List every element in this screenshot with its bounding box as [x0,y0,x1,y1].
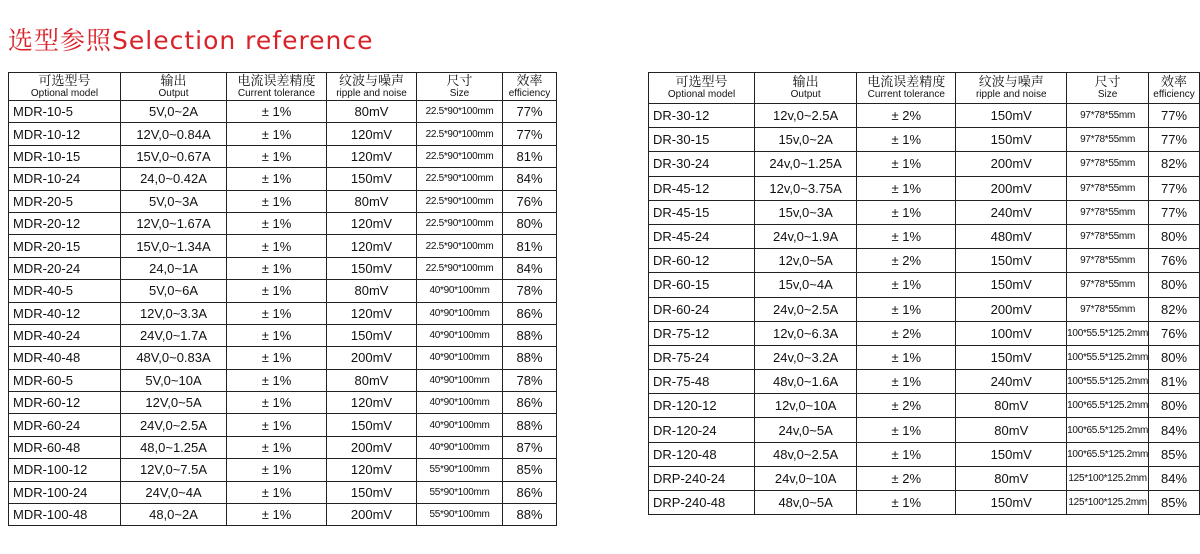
cell-ripple: 150mV [956,491,1067,515]
cell-output: 15v,0~3A [755,200,857,224]
cell-model: MDR-40-24 [9,324,121,346]
cell-tolerance: ± 1% [857,224,956,248]
cell-tolerance: ± 2% [857,321,956,345]
cell-size: 97*78*55mm [1067,128,1149,152]
cell-size: 100*65.5*125.2mm [1067,418,1149,442]
cell-output: 5V,0~6A [121,280,227,302]
cell-efficiency: 84% [1149,418,1200,442]
table-row [9,504,557,526]
table-header-row [9,73,557,101]
table-row [649,345,1200,369]
header-efficiency: 效率 efficiency [1149,73,1200,104]
cell-output: 48,0~2A [121,504,227,526]
table-row [9,481,557,503]
cell-output: 48V,0~0.83A [121,347,227,369]
cell-efficiency: 81% [1149,370,1200,394]
cell-size: 97*78*55mm [1067,224,1149,248]
table-row [9,257,557,279]
cell-tolerance: ± 1% [227,347,327,369]
cell-size: 22.5*90*100mm [417,190,503,212]
cell-size: 40*90*100mm [417,347,503,369]
cell-efficiency: 81% [503,235,557,257]
cell-ripple: 200mV [956,152,1067,176]
cell-output: 48,0~1.25A [121,436,227,458]
cell-ripple: 80mV [327,280,417,302]
cell-ripple: 80mV [956,418,1067,442]
cell-model: DR-120-12 [649,394,755,418]
cell-efficiency: 78% [503,369,557,391]
cell-ripple: 150mV [956,273,1067,297]
cell-output: 48v,0~2.5A [755,442,857,466]
cell-tolerance: ± 1% [227,436,327,458]
table-row [9,347,557,369]
cell-output: 5V,0~2A [121,101,227,123]
cell-output: 12v,0~5A [755,249,857,273]
cell-output: 12V,0~1.67A [121,212,227,234]
table-row [649,418,1200,442]
cell-output: 12V,0~5A [121,392,227,414]
table-row [649,176,1200,200]
cell-model: DR-75-48 [649,370,755,394]
cell-model: MDR-100-24 [9,481,121,503]
cell-ripple: 120mV [327,212,417,234]
cell-ripple: 120mV [327,392,417,414]
cell-ripple: 200mV [327,347,417,369]
cell-ripple: 150mV [327,168,417,190]
cell-ripple: 150mV [327,414,417,436]
cell-efficiency: 80% [1149,273,1200,297]
cell-tolerance: ± 1% [227,481,327,503]
cell-size: 97*78*55mm [1067,104,1149,128]
cell-tolerance: ± 1% [857,418,956,442]
cell-output: 24v,0~1.9A [755,224,857,248]
cell-size: 97*78*55mm [1067,249,1149,273]
header-size: 尺寸 Size [1067,73,1149,104]
cell-model: MDR-60-12 [9,392,121,414]
cell-model: MDR-10-24 [9,168,121,190]
cell-model: DRP-240-24 [649,466,755,490]
cell-output: 12v,0~6.3A [755,321,857,345]
cell-output: 24v,0~2.5A [755,297,857,321]
cell-size: 100*55.5*125.2mm [1067,370,1149,394]
cell-tolerance: ± 1% [227,145,327,167]
cell-ripple: 150mV [327,257,417,279]
cell-ripple: 480mV [956,224,1067,248]
cell-size: 40*90*100mm [417,280,503,302]
table-row [649,321,1200,345]
cell-size: 22.5*90*100mm [417,168,503,190]
cell-output: 24V,0~2.5A [121,414,227,436]
cell-output: 24v,0~5A [755,418,857,442]
cell-size: 100*55.5*125.2mm [1067,321,1149,345]
cell-ripple: 120mV [327,123,417,145]
cell-ripple: 240mV [956,370,1067,394]
cell-efficiency: 76% [1149,321,1200,345]
cell-tolerance: ± 1% [227,324,327,346]
cell-efficiency: 85% [1149,442,1200,466]
selection-table-mdr [8,72,557,526]
cell-efficiency: 86% [503,392,557,414]
cell-size: 22.5*90*100mm [417,257,503,279]
cell-efficiency: 84% [1149,466,1200,490]
header-efficiency: 效率 efficiency [503,73,557,101]
cell-ripple: 80mV [327,369,417,391]
cell-model: MDR-60-48 [9,436,121,458]
table-row [649,224,1200,248]
cell-ripple: 150mV [956,345,1067,369]
cell-tolerance: ± 1% [227,459,327,481]
cell-model: DR-75-24 [649,345,755,369]
cell-size: 55*90*100mm [417,481,503,503]
cell-model: MDR-20-24 [9,257,121,279]
table-row [9,145,557,167]
cell-tolerance: ± 2% [857,466,956,490]
cell-efficiency: 84% [503,257,557,279]
cell-efficiency: 78% [503,280,557,302]
cell-efficiency: 77% [1149,104,1200,128]
cell-model: MDR-40-5 [9,280,121,302]
table-body [9,101,557,526]
table-row [649,442,1200,466]
table-row [9,436,557,458]
selection-table-dr [648,72,1200,515]
cell-model: DR-30-12 [649,104,755,128]
cell-model: MDR-10-5 [9,101,121,123]
cell-efficiency: 77% [1149,128,1200,152]
table-row [9,369,557,391]
cell-ripple: 120mV [327,235,417,257]
header-tolerance: 电流误差精度 Current tolerance [227,73,327,101]
cell-tolerance: ± 1% [227,392,327,414]
table-body [649,104,1200,515]
cell-efficiency: 77% [1149,200,1200,224]
cell-size: 97*78*55mm [1067,273,1149,297]
cell-efficiency: 80% [1149,224,1200,248]
table-row [649,200,1200,224]
header-ripple: 纹波与噪声 ripple and noise [956,73,1067,104]
cell-tolerance: ± 2% [857,104,956,128]
cell-model: DR-45-15 [649,200,755,224]
table-row [9,101,557,123]
cell-efficiency: 82% [1149,152,1200,176]
cell-output: 24V,0~4A [121,481,227,503]
cell-model: MDR-60-24 [9,414,121,436]
table-row [649,128,1200,152]
table-row [649,249,1200,273]
cell-ripple: 150mV [956,104,1067,128]
cell-efficiency: 85% [503,459,557,481]
table-row [9,235,557,257]
table-row [649,104,1200,128]
cell-output: 24v,0~10A [755,466,857,490]
cell-size: 40*90*100mm [417,436,503,458]
cell-tolerance: ± 1% [857,345,956,369]
cell-efficiency: 81% [503,145,557,167]
cell-tolerance: ± 1% [857,200,956,224]
cell-efficiency: 88% [503,414,557,436]
cell-tolerance: ± 1% [857,370,956,394]
cell-efficiency: 85% [1149,491,1200,515]
cell-model: DRP-240-48 [649,491,755,515]
cell-ripple: 80mV [956,394,1067,418]
cell-ripple: 150mV [956,249,1067,273]
cell-efficiency: 80% [503,212,557,234]
header-size: 尺寸 Size [417,73,503,101]
cell-output: 48v,0~1.6A [755,370,857,394]
cell-efficiency: 84% [503,168,557,190]
cell-efficiency: 76% [503,190,557,212]
cell-ripple: 120mV [327,145,417,167]
cell-output: 12V,0~7.5A [121,459,227,481]
cell-ripple: 100mV [956,321,1067,345]
cell-size: 97*78*55mm [1067,152,1149,176]
table-row [9,302,557,324]
cell-output: 15V,0~0.67A [121,145,227,167]
cell-efficiency: 76% [1149,249,1200,273]
cell-ripple: 200mV [956,176,1067,200]
cell-ripple: 200mV [956,297,1067,321]
cell-model: DR-75-12 [649,321,755,345]
cell-tolerance: ± 1% [227,123,327,145]
cell-model: DR-30-24 [649,152,755,176]
cell-output: 12v,0~2.5A [755,104,857,128]
cell-model: MDR-10-15 [9,145,121,167]
cell-efficiency: 80% [1149,394,1200,418]
cell-tolerance: ± 2% [857,394,956,418]
cell-size: 40*90*100mm [417,324,503,346]
cell-tolerance: ± 1% [857,273,956,297]
cell-output: 15v,0~2A [755,128,857,152]
cell-efficiency: 77% [1149,176,1200,200]
cell-model: MDR-100-48 [9,504,121,526]
cell-output: 5V,0~10A [121,369,227,391]
cell-output: 12V,0~3.3A [121,302,227,324]
cell-tolerance: ± 1% [227,414,327,436]
cell-size: 55*90*100mm [417,459,503,481]
cell-model: DR-45-12 [649,176,755,200]
cell-ripple: 240mV [956,200,1067,224]
cell-output: 24v,0~3.2A [755,345,857,369]
cell-output: 12v,0~10A [755,394,857,418]
table-row [9,212,557,234]
table-row [9,190,557,212]
cell-efficiency: 86% [503,481,557,503]
table-row [649,273,1200,297]
cell-output: 15v,0~4A [755,273,857,297]
cell-output: 48v,0~5A [755,491,857,515]
cell-model: MDR-20-15 [9,235,121,257]
cell-output: 5V,0~3A [121,190,227,212]
header-tolerance: 电流误差精度 Current tolerance [857,73,956,104]
cell-model: MDR-20-12 [9,212,121,234]
cell-size: 100*65.5*125.2mm [1067,394,1149,418]
cell-size: 100*55.5*125.2mm [1067,345,1149,369]
table-row [9,168,557,190]
cell-tolerance: ± 1% [857,152,956,176]
table-row [9,414,557,436]
cell-tolerance: ± 1% [227,257,327,279]
cell-output: 12V,0~0.84A [121,123,227,145]
cell-size: 55*90*100mm [417,504,503,526]
header-ripple: 纹波与噪声 ripple and noise [327,73,417,101]
cell-ripple: 150mV [327,481,417,503]
cell-size: 40*90*100mm [417,392,503,414]
table-header-row [649,73,1200,104]
cell-tolerance: ± 1% [227,280,327,302]
cell-tolerance: ± 1% [227,302,327,324]
cell-ripple: 150mV [956,442,1067,466]
cell-efficiency: 80% [1149,345,1200,369]
cell-ripple: 200mV [327,436,417,458]
table-row [9,392,557,414]
table-row [649,491,1200,515]
cell-ripple: 120mV [327,302,417,324]
table-row [9,324,557,346]
cell-tolerance: ± 1% [857,442,956,466]
cell-size: 22.5*90*100mm [417,123,503,145]
cell-size: 97*78*55mm [1067,200,1149,224]
cell-ripple: 80mV [327,190,417,212]
cell-output: 24v,0~1.25A [755,152,857,176]
cell-size: 125*100*125.2mm [1067,491,1149,515]
cell-size: 40*90*100mm [417,369,503,391]
cell-model: DR-60-15 [649,273,755,297]
table-row [649,297,1200,321]
cell-model: DR-120-24 [649,418,755,442]
cell-efficiency: 88% [503,347,557,369]
cell-tolerance: ± 1% [857,128,956,152]
cell-tolerance: ± 1% [227,190,327,212]
cell-efficiency: 82% [1149,297,1200,321]
header-output: 输出 Output [755,73,857,104]
cell-tolerance: ± 2% [857,249,956,273]
header-model: 可选型号 Optional model [649,73,755,104]
table-row [9,123,557,145]
cell-model: MDR-100-12 [9,459,121,481]
header-output: 输出 Output [121,73,227,101]
cell-model: MDR-20-5 [9,190,121,212]
cell-output: 24,0~1A [121,257,227,279]
cell-efficiency: 88% [503,324,557,346]
cell-output: 15V,0~1.34A [121,235,227,257]
cell-tolerance: ± 1% [857,176,956,200]
table-row [649,152,1200,176]
cell-tolerance: ± 1% [227,235,327,257]
cell-model: MDR-40-48 [9,347,121,369]
cell-tolerance: ± 1% [227,504,327,526]
cell-tolerance: ± 1% [227,212,327,234]
cell-output: 12v,0~3.75A [755,176,857,200]
cell-tolerance: ± 1% [857,491,956,515]
cell-size: 100*65.5*125.2mm [1067,442,1149,466]
cell-tolerance: ± 1% [227,168,327,190]
cell-ripple: 80mV [956,466,1067,490]
cell-model: DR-60-12 [649,249,755,273]
cell-efficiency: 88% [503,504,557,526]
cell-tolerance: ± 1% [227,101,327,123]
table-row [649,370,1200,394]
page-title: 选型参照Selection reference [8,26,374,55]
cell-efficiency: 87% [503,436,557,458]
cell-ripple: 120mV [327,459,417,481]
cell-model: DR-120-48 [649,442,755,466]
cell-efficiency: 77% [503,123,557,145]
cell-ripple: 150mV [956,128,1067,152]
cell-model: MDR-40-12 [9,302,121,324]
cell-ripple: 80mV [327,101,417,123]
cell-model: DR-30-15 [649,128,755,152]
table-row [649,466,1200,490]
header-model: 可选型号 Optional model [9,73,121,101]
cell-size: 22.5*90*100mm [417,101,503,123]
cell-size: 22.5*90*100mm [417,212,503,234]
cell-size: 97*78*55mm [1067,297,1149,321]
cell-ripple: 150mV [327,324,417,346]
cell-model: DR-60-24 [649,297,755,321]
cell-model: DR-45-24 [649,224,755,248]
cell-tolerance: ± 1% [227,369,327,391]
cell-size: 97*78*55mm [1067,176,1149,200]
table-row [9,280,557,302]
cell-size: 125*100*125.2mm [1067,466,1149,490]
cell-output: 24V,0~1.7A [121,324,227,346]
cell-efficiency: 77% [503,101,557,123]
cell-size: 22.5*90*100mm [417,145,503,167]
cell-size: 40*90*100mm [417,414,503,436]
cell-model: MDR-60-5 [9,369,121,391]
cell-efficiency: 86% [503,302,557,324]
cell-model: MDR-10-12 [9,123,121,145]
cell-tolerance: ± 1% [857,297,956,321]
cell-size: 40*90*100mm [417,302,503,324]
cell-output: 24,0~0.42A [121,168,227,190]
table-row [9,459,557,481]
cell-size: 22.5*90*100mm [417,235,503,257]
cell-ripple: 200mV [327,504,417,526]
table-row [649,394,1200,418]
